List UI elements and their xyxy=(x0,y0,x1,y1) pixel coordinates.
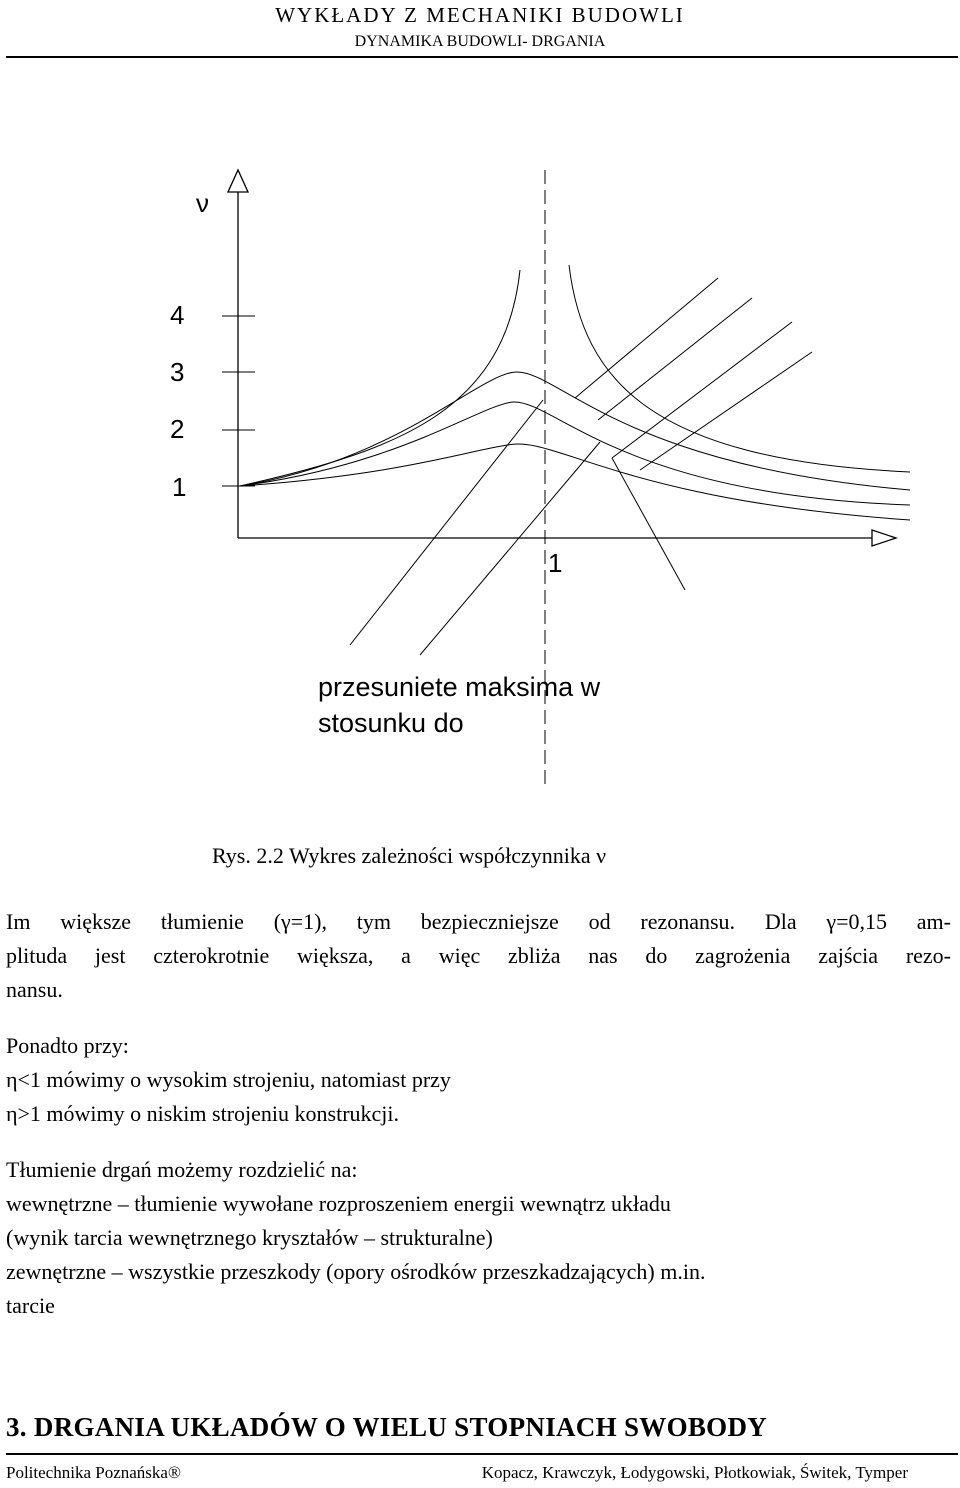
paragraph-3-line-3: (wynik tarcia wewnętrznego kryształów – strukturalne) xyxy=(6,1225,493,1250)
paragraph-2-line-1: Ponadto przy: xyxy=(6,1033,129,1058)
header-subtitle: DYNAMIKA BUDOWLI- DRGANIA xyxy=(354,33,606,50)
paragraph-1-line-2: plituda jest czterokrotnie większa, a więc zbliża nas do zagrożenia zajścia rezo- xyxy=(6,943,951,968)
resonance-figure xyxy=(0,150,960,790)
paragraph-1-line-1: Im większe tłumienie (γ=1), tym bezpieczniejsze od rezonansu. Dla γ=0,15 am- xyxy=(6,909,951,934)
body-text xyxy=(6,905,951,1323)
paragraph-3-line-2: wewnętrzne – tłumienie wywołane rozproszeniem energii wewnątrz układu xyxy=(6,1191,671,1216)
footer-rule xyxy=(6,1453,958,1455)
curve-higher-damping xyxy=(240,402,910,505)
paragraph-3-line-1: Tłumienie drgań możemy rozdzielić na: xyxy=(6,1157,358,1182)
x-axis-arrow-icon xyxy=(872,530,896,546)
pointer-line-5 xyxy=(612,322,792,458)
paragraph-2-line-2: η<1 mówimy o wysokim strojeniu, natomiast przy xyxy=(6,1067,451,1092)
page-header xyxy=(0,0,960,60)
paragraph-3-line-5: tarcie xyxy=(6,1293,55,1318)
figure-caption: Rys. 2.2 Wykres zależności współczynnika ν xyxy=(212,843,607,868)
pointer-line-6 xyxy=(640,352,812,470)
paragraph-3-line-4: zewnętrzne – wszystkie przeszkody (opory ośrodków przeszkadzających) m.in. xyxy=(6,1259,706,1284)
header-rule xyxy=(6,56,958,58)
paragraph-1-line-3: nansu. xyxy=(6,977,63,1002)
y-axis-arrow-icon xyxy=(228,170,248,192)
y-tick-label-2: 2 xyxy=(170,414,185,444)
pointer-line-1 xyxy=(350,400,543,645)
footer-institution: Politechnika Poznańska® xyxy=(6,1463,181,1482)
annotation-line-2: stosunku do xyxy=(318,708,464,738)
y-tick-label-3: 3 xyxy=(170,357,185,387)
paragraph-2-line-3: η>1 mówimy o niskim strojeniu konstrukcji. xyxy=(6,1101,400,1126)
section-heading: 3. DRGANIA UKŁADÓW O WIELU STOPNIACH SWOBODY xyxy=(6,1412,768,1442)
y-tick-label-4: 4 xyxy=(170,300,185,330)
header-title: WYKŁADY Z MECHANIKI BUDOWLI xyxy=(275,3,685,27)
annotation-line-1: przesuniete maksima w xyxy=(318,672,601,702)
pointer-line-7 xyxy=(612,458,685,590)
y-tick-label-1: 1 xyxy=(172,472,187,502)
curve-low-damping-right xyxy=(569,265,910,472)
pointer-spacer xyxy=(560,278,720,280)
x-tick-label-1: 1 xyxy=(548,548,563,578)
pointer-line-3 xyxy=(575,278,718,398)
curve-high-damping xyxy=(240,444,910,520)
y-axis-label: ν xyxy=(196,188,209,218)
pointer-line-2 xyxy=(420,442,600,655)
footer-authors: Kopacz, Krawczyk, Łodygowski, Płotkowiak, Świtek, Tymper xyxy=(481,1463,908,1482)
